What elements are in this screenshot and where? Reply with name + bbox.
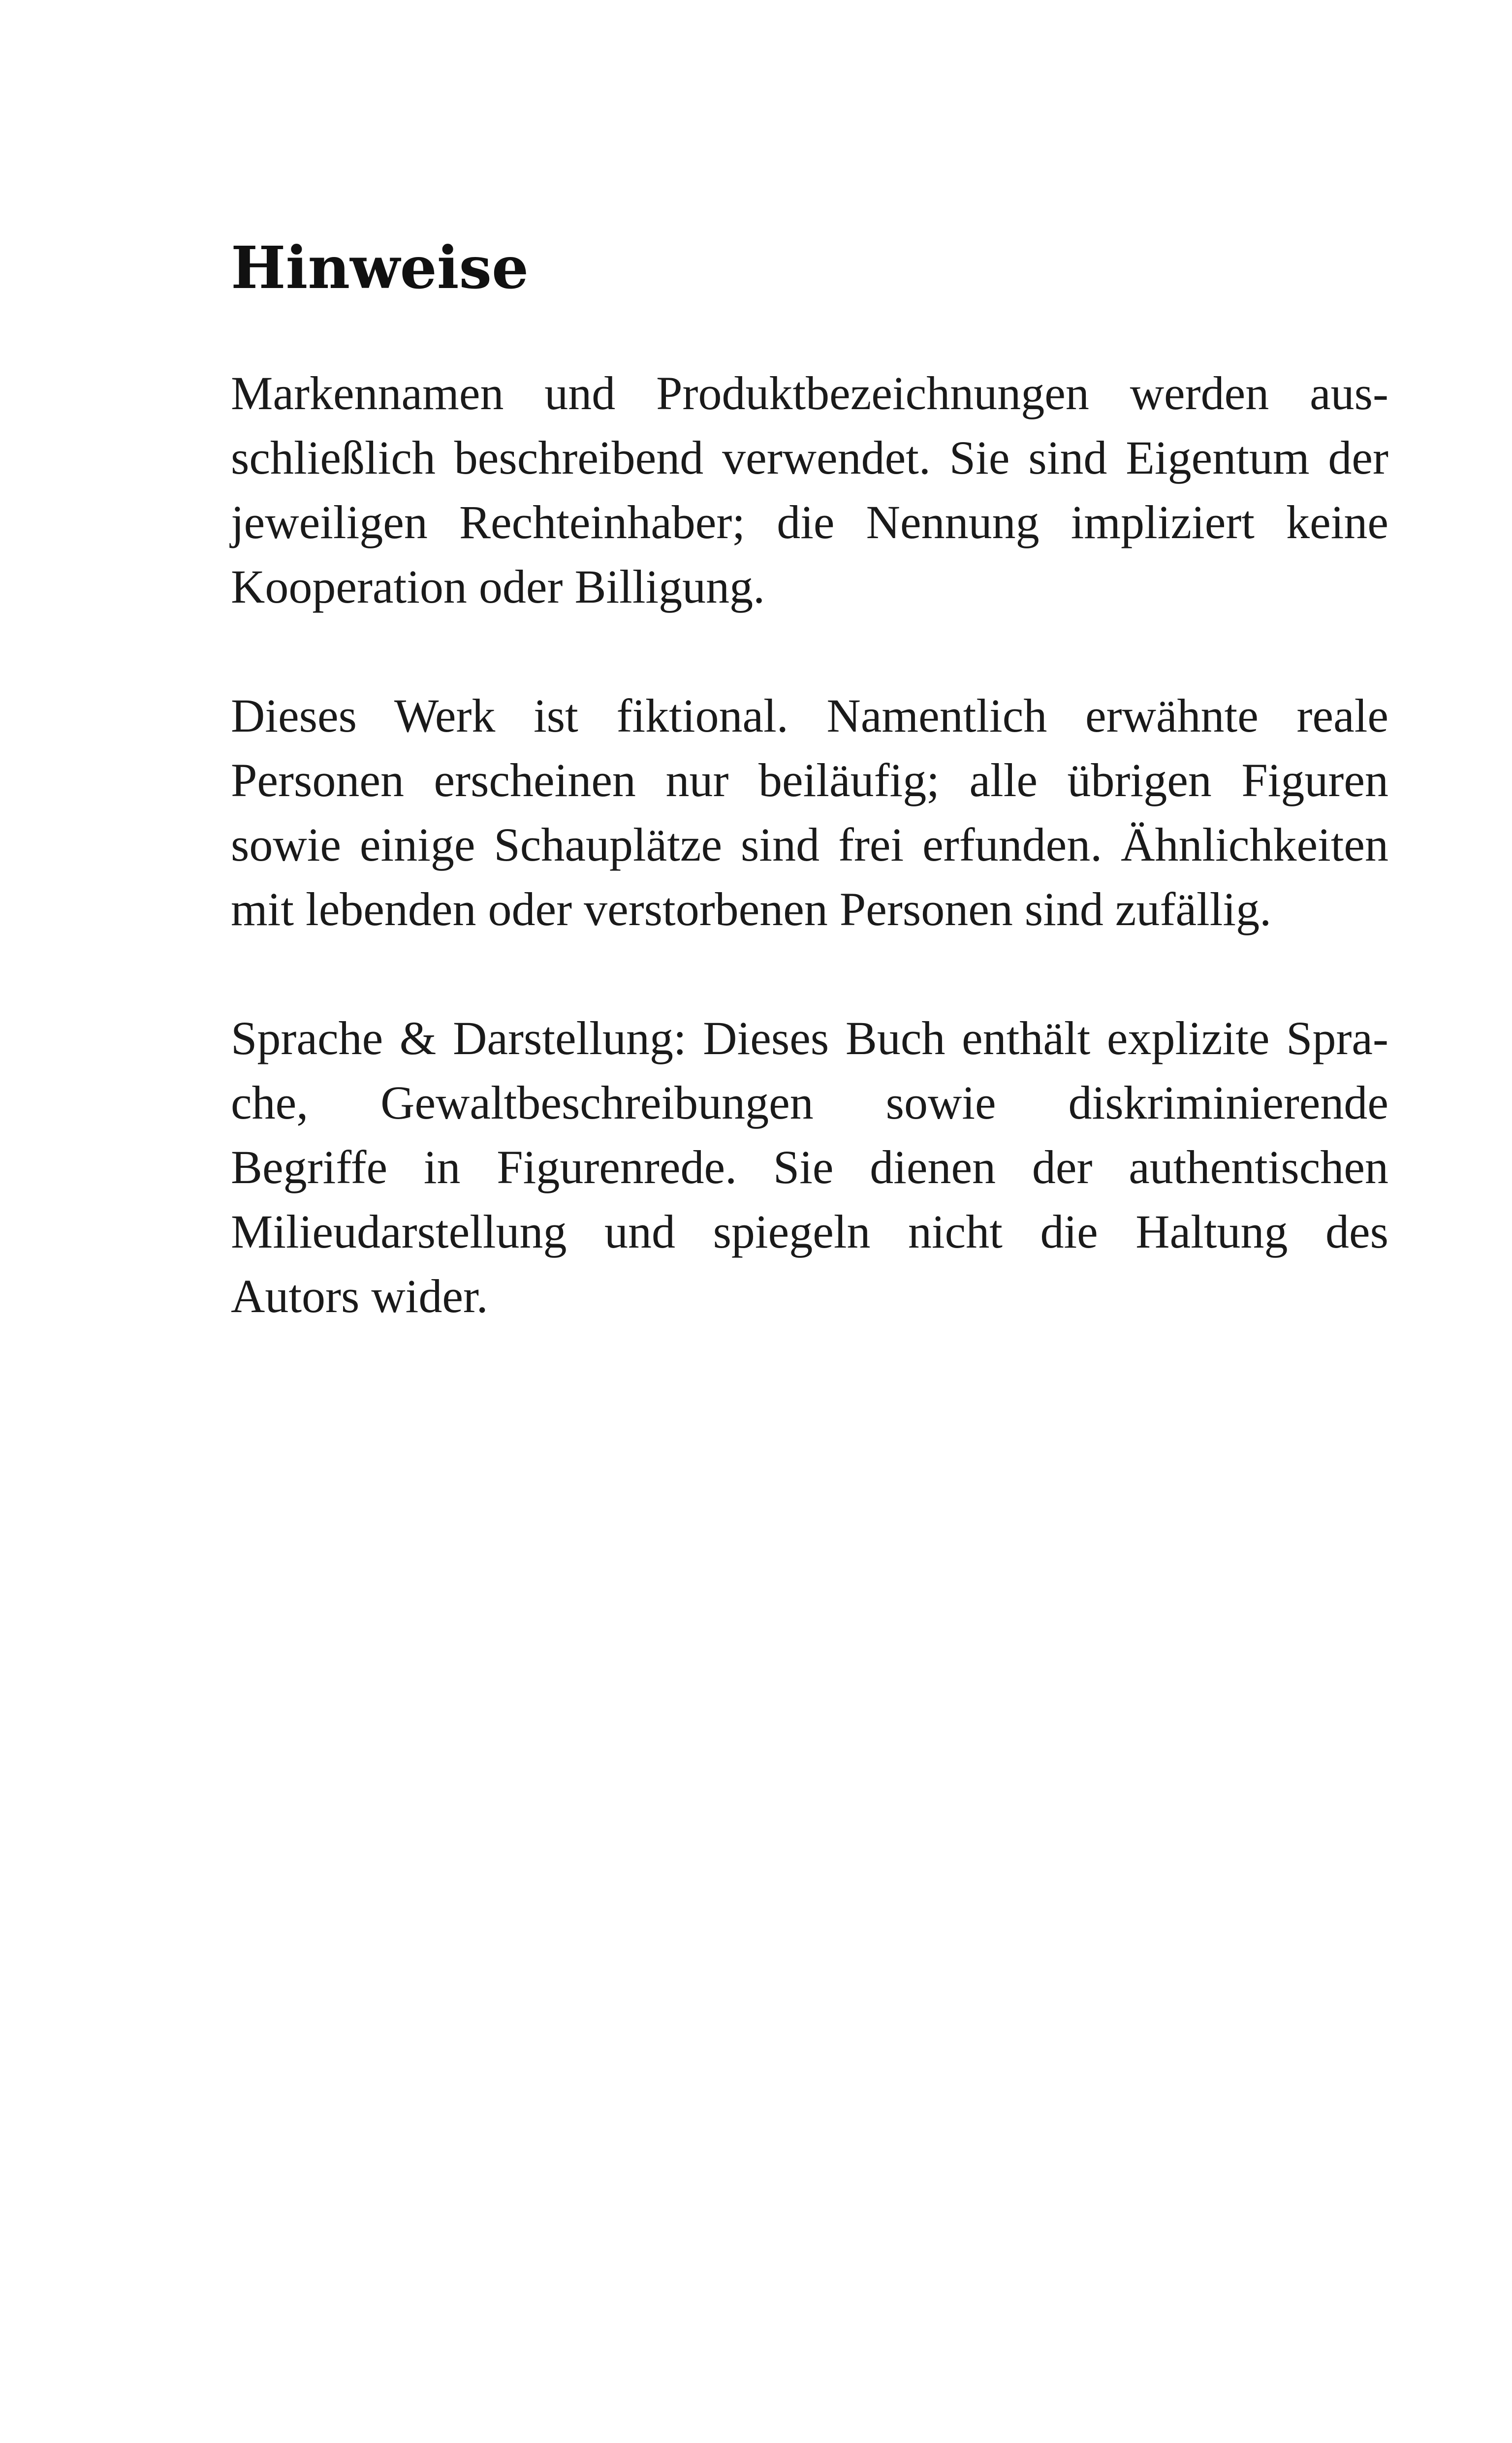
- paragraph-trademarks: [231, 361, 1388, 619]
- text-line: Milieudarstellung und spiegeln nicht die Haltung des: [231, 1205, 1388, 1258]
- text-line: Dieses Werk ist fiktional. Namentlich erwähnte reale: [231, 689, 1388, 742]
- text-line: Autors wider.: [231, 1270, 488, 1322]
- text-line: sowie einige Schauplätze sind frei erfunden. Ähnlichkeiten: [231, 818, 1388, 871]
- text-line: Sprache & Darstellung: Dieses Buch enthält explizite Spra-: [231, 1012, 1388, 1064]
- text-line: mit lebenden oder verstorbenen Personen sind zufällig.: [231, 883, 1272, 935]
- text-line: jeweiligen Rechteinhaber; die Nennung impliziert keine: [231, 496, 1388, 548]
- text-line: che, Gewaltbeschreibungen sowie diskriminierende: [231, 1076, 1388, 1129]
- paragraph-fiction-disclaimer: [231, 683, 1388, 941]
- text-line: schließlich beschreibend verwendet. Sie sind Eigentum der: [231, 431, 1388, 484]
- text-line: Personen erscheinen nur beiläufig; alle übrigen Figuren: [231, 754, 1388, 806]
- text-line: Begriffe in Figurenrede. Sie dienen der authentischen: [231, 1141, 1388, 1193]
- notice-content: [231, 233, 1388, 1393]
- text-line: Markennamen und Produktbezeichnungen werden aus-: [231, 367, 1388, 419]
- text-line: Kooperation oder Billigung.: [231, 560, 765, 613]
- paragraph-content-warning: [231, 1006, 1388, 1328]
- page-heading: Hinweise: [231, 233, 529, 302]
